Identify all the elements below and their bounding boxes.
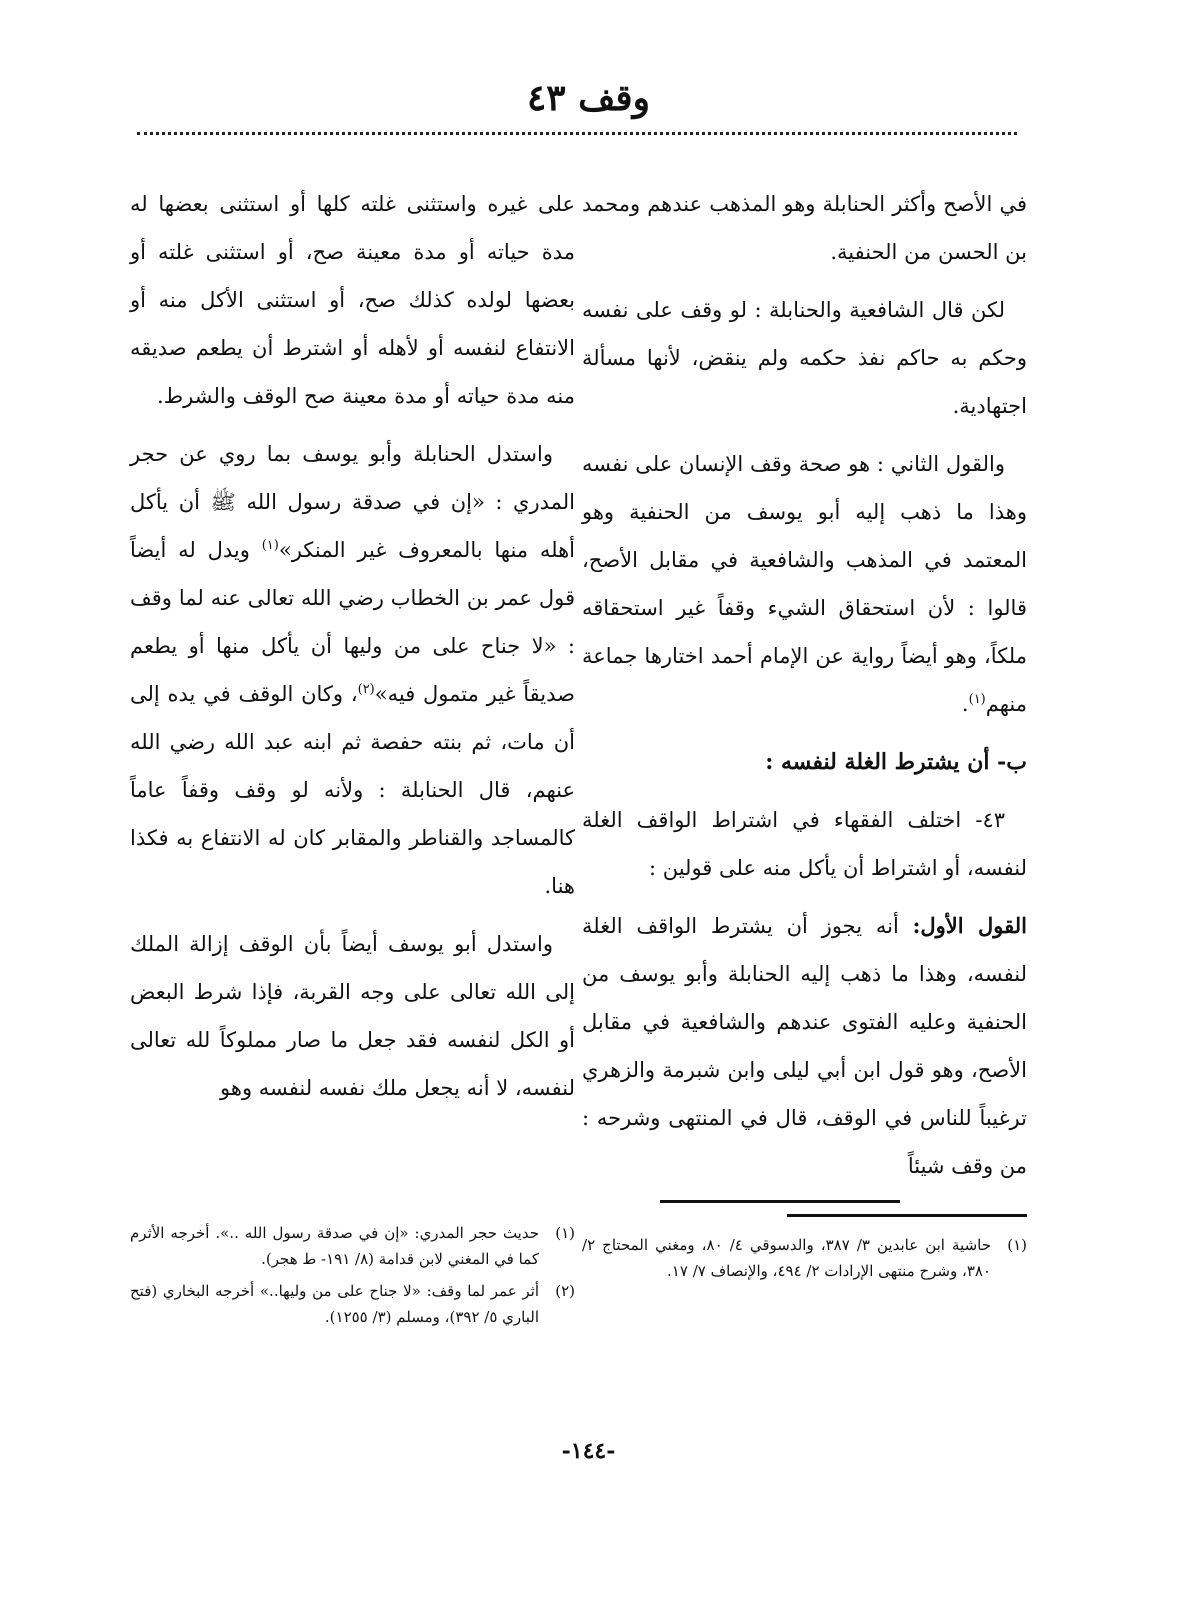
left-paragraph-1: على غيره واستثنى غلته كلها أو استثنى بعضها له مدة حياته أو مدة معينة صح، أو استثنى غلته أو بعضها لولده كذلك صح، أو استثنى الأكل منه أو الانتفاع لنفسه أو لأهله أو اشترط أن يطعم صديقه منه مدة حياته أو مدة معينة صح الوقف والشرط.	[130, 192, 575, 408]
footnotes-left	[130, 1220, 575, 1336]
right-paragraph-1: في الأصح وأكثر الحنابلة وهو المذهب عندهم ومحمد بن الحسن من الحنفية.	[582, 192, 1027, 264]
footnote-ref-1: (١)	[968, 692, 986, 707]
right-column	[582, 180, 1027, 1200]
right-paragraph-2: لكن قال الشافعية والحنابلة : لو وقف على نفسه وحكم به حاكم نفذ حكمه ولم ينقض، لأنها مسألة اجتهادية.	[582, 298, 1027, 418]
section-subheading: ب- أن يشترط الغلة لنفسه :	[765, 749, 1027, 775]
footnote-text: حديث حجر المدري: «إن في صدقة رسول الله ..». أخرجه الأثرم كما في المغني لابن قدامة (٨/ ١٩١- ط هجر).	[130, 1224, 539, 1268]
right-paragraph-3	[582, 440, 1027, 728]
left-paragraph-2	[130, 430, 575, 910]
footnote-text: حاشية ابن عابدين ٣/ ٣٨٧، والدسوقي ٤/ ٨٠، ومغني المحتاج ٢/ ٣٨٠، وشرح منتهى الإرادات ٢/ ٤٩٤، والإنصاف ٧/ ١٧.	[582, 1236, 991, 1280]
footnote	[130, 1220, 575, 1272]
footnote	[130, 1278, 575, 1330]
footnote-number: (١)	[1007, 1236, 1027, 1254]
left-column	[130, 180, 575, 1122]
footnotes-right	[582, 1232, 1027, 1290]
right-paragraph-4: ٤٣- اختلف الفقهاء في اشتراط الواقف الغلة لنفسه، أو اشتراط أن يأكل منه على قولين :	[582, 808, 1027, 880]
first-opinion-label: القول الأول:	[912, 913, 1027, 938]
page-number: -١٤٤-	[561, 1438, 616, 1464]
left-paragraph-3: واستدل أبو يوسف أيضاً بأن الوقف إزالة الملك إلى الله تعالى على وجه القربة، فإذا شرط البعض أو الكل لنفسه فقد جعل ما صار مملوكاً لله تعالى لنفسه، لا أنه يجعل ملك نفسه لنفسه وهو	[130, 932, 576, 1100]
footnote-divider-left	[660, 1200, 900, 1203]
footnote	[582, 1232, 1027, 1284]
left-paragraph-2-c: ، وكان الوقف في يده إلى أن مات، ثم بنته حفصة ثم ابنه عبد الله رضي الله عنهم، قال الحنابلة : ولأنه لو وقف وقفاً عاماً كالمساجد والقناطر والمقابر كان له الانتفاع به فكذا هنا.	[130, 682, 575, 898]
right-paragraph-3-text: والقول الثاني : هو صحة وقف الإنسان على نفسه وهذا ما ذهب إليه أبو يوسف من الحنفية وهو المعتمد في المذهب والشافعية في مقابل الأصح، قالوا : لأن استحقاق الشيء وقفاً غير استحقاقه ملكاً، وهو أيضاً رواية عن الإمام أحمد اختارها جماعة منهم	[582, 452, 1027, 716]
right-paragraph-5-text: أنه يجوز أن يشترط الواقف الغلة لنفسه، وهذا ما ذهب إليه الحنابلة وأبو يوسف من الحنفية وعليه الفتوى عندهم والشافعية في مقابل الأصح، وهو قول ابن أبي ليلى وابن شبرمة والزهري ترغيباً للناس في الوقف، قال في المنتهى وشرحه : من وقف شيئاً	[582, 914, 1027, 1178]
footnote-text: أثر عمر لما وقف: «لا جناح على من وليها..» أخرجه البخاري (فتح الباري ٥/ ٣٩٢)، ومسلم (٣/ ١٢٥٥).	[130, 1282, 539, 1326]
footnote-number: (١)	[555, 1224, 575, 1242]
right-paragraph-5	[582, 902, 1027, 1190]
right-paragraph-3-end: .	[961, 692, 969, 716]
left-paragraph-2-b: ويدل له أيضاً قول عمر بن الخطاب رضي الله تعالى عنه لما وقف : «لا جناح على من وليها أن يأكل منها أو يطعم صديقاً غير متمول فيه»	[130, 538, 576, 706]
footnote-ref-2: (٢)	[357, 682, 375, 697]
page-title: وقف ٤٣	[526, 77, 651, 119]
left-paragraph-2-a: واستدل الحنابلة وأبو يوسف بما روي عن حجر المدري : «إن في صدقة رسول الله ﷺ أن يأكل أهله منها بالمعروف غير المنكر»	[130, 442, 575, 562]
footnote-divider-right	[787, 1214, 1027, 1217]
header-dotted-divider	[137, 132, 1017, 135]
footnote-number: (٢)	[555, 1282, 575, 1300]
footnote-ref-1: (١)	[261, 538, 279, 553]
